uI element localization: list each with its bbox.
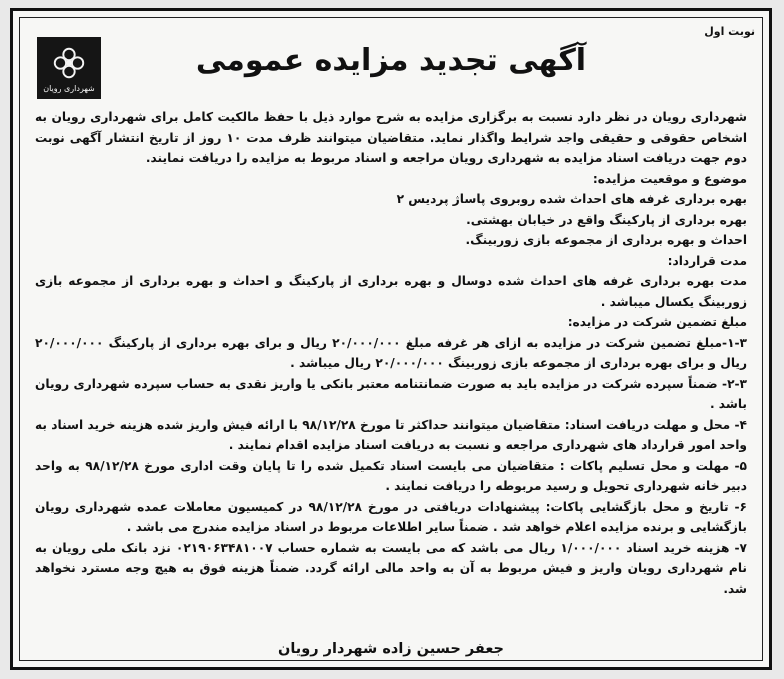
subject-item-zorbing: احداث و بهره برداری از مجموعه بازی زوربینگ. <box>465 233 747 247</box>
notice-page <box>10 8 772 670</box>
envelope-submission: ۵- مهلت و محل تسلیم پاکات : متقاضیان می بایست اسناد تکمیل شده را تا پایان وقت اداری مورخ ۹۸/۱۲/۲۸ به واحد دبیر خانه شهرداری تحویل و رسید مربوطه را دریافت نمایند . <box>35 458 747 493</box>
subject-item-parking: بهره برداری از پارکینگ واقع در خیابان بهشتی. <box>466 212 747 227</box>
notice-round-label: نوبت اول <box>704 25 755 38</box>
flower-emblem-icon <box>50 44 88 82</box>
envelope-opening: ۶- تاریخ و محل بازگشایی پاکات: پیشنهادات دریافتی در مورخ ۹۸/۱۲/۲۸ در کمیسیون معاملات عمده شهرداری رویان بازگشایی و برنده مزایده اعلام خواهد شد . ضمناً سایر اطلاعات مربوط در اسناد مزایده مندرج می باشد . <box>35 499 747 534</box>
guarantee-deposit: ۲-۳- ضمناً سپرده شرکت در مزایده باید به صورت ضمانتنامه معتبر بانکی یا واریز نقدی به حساب سپرده شهرداری رویان باشد . <box>35 376 747 411</box>
subject-heading: موضوع و موقعیت مزایده: <box>592 171 747 186</box>
guarantee-heading: مبلغ تضمین شرکت در مزایده: <box>567 315 747 329</box>
notice-title: آگهی تجدید مزایده عمومی <box>195 43 587 78</box>
municipality-logo <box>37 37 101 99</box>
contract-duration-text: مدت بهره برداری غرفه های احداث شده دوسال و بهره برداری از پارکینگ و احداث و بهره برداری از مجموعه بازی زوربینگ یکسال میباشد . <box>35 274 747 309</box>
subject-item-booths: بهره برداری غرفه های احداث شده روبروی پاساژ پردیس ۲ <box>396 192 747 206</box>
notice-body <box>35 107 747 599</box>
documents-fee: ۷- هزینه خرید اسناد ۱/۰۰۰/۰۰۰ ریال می باشد که می بایست به شماره حساب ۰۲۱۹۰۶۳۴۸۱۰۰۷ نزد بانک ملی رویان به نام شهرداری رویان واریز و فیش مربوط به آن به واحد مالی ارائه گردد. ضمناً هزینه فوق به هیچ وجه مسترد نخواهد شد. <box>35 540 747 596</box>
guarantee-amounts: ۱-۳-مبلغ تضمین شرکت در مزایده به ازای هر غرفه مبلغ ۲۰/۰۰۰/۰۰۰ ریال و برای بهره برداری از پارکینگ ۲۰/۰۰۰/۰۰۰ ریال و برای بهره برداری از مجموعه بازی زوربینگ ۲۰/۰۰۰/۰۰۰ ریال میباشد . <box>35 335 747 370</box>
documents-deadline: ۴- محل و مهلت دریافت اسناد: متقاضیان میتوانند حداکثر تا مورخ ۹۸/۱۲/۲۸ با ارائه فیش واریز شده هزینه خرید اسناد به واحد امور قرارداد های شهرداری مراجعه و نسبت به دریافت اسناد مزایده اقدام نمایند . <box>35 417 747 452</box>
logo-caption: شهرداری رویان <box>43 83 95 93</box>
intro-paragraph: شهرداری رویان در نظر دارد نسبت به برگزاری مزایده به شرح موارد ذیل با حفظ مالکیت کامل برای شهرداری رویان به اشخاص حقوقی و حقیقی واجد شرایط واگذار نماید. متقاضیان میتوانند ظرف مدت ۱۰ روز از تاریخ انتشار آگهی نوبت دوم جهت دریافت اسناد مزایده به شهرداری رویان مراجعه و اسناد مربوط به مزایده را دریافت نمایند. <box>35 110 747 165</box>
contract-duration-heading: مدت قرارداد: <box>667 253 747 268</box>
mayor-signature: جعفر حسین زاده شهردار رویان <box>277 641 504 657</box>
